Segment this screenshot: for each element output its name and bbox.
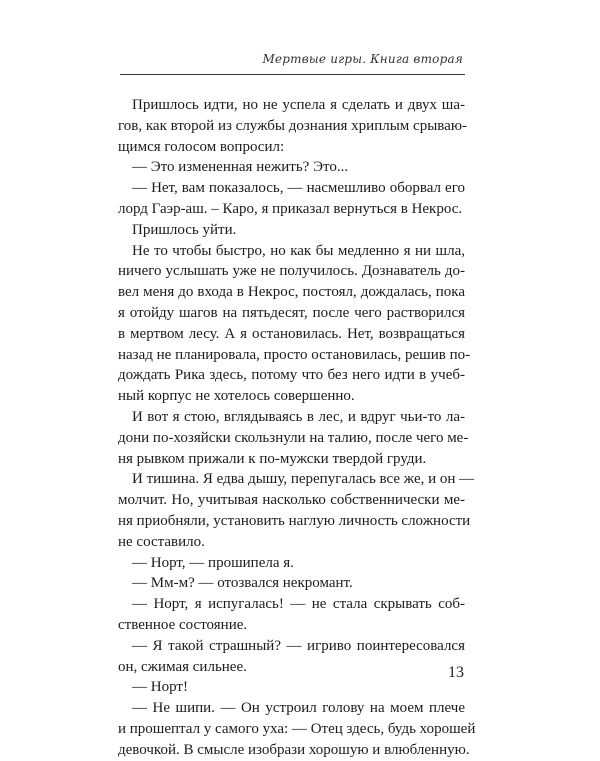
running-header (120, 52, 465, 75)
text-line: — Нет, вам показалось, — насмешливо оборвал его (132, 180, 465, 197)
paragraph (118, 469, 475, 552)
text-line: он, сжимая сильнее. (118, 658, 247, 675)
text-line: Не то чтобы быстро, но как бы медленно я ни шла, (132, 242, 465, 259)
text-line: гов, как второй из службы дознания хриплым срываю- (118, 117, 468, 134)
text-line: назад не планировала, просто остановилась, решив по- (118, 346, 471, 363)
text-line: дождать Рика здесь, потому что без него идти в учеб- (118, 367, 465, 384)
text-line: щимся голосом вопросил: (118, 138, 285, 155)
text-line: ственное состояние. (118, 616, 248, 633)
text-line: вел меня до входа в Некрос, постоял, дождалась, пока (118, 284, 465, 301)
paragraph (118, 407, 469, 469)
paragraph (118, 594, 465, 636)
text-line: — Это измененная нежить? Это... (132, 159, 349, 176)
text-line: — Я такой страшный? — игриво поинтересовался (132, 637, 465, 654)
paragraph (118, 178, 465, 220)
text-line: я отойду шагов на пятьдесят, после чего растворился (118, 304, 465, 321)
text-line: ня рывком прижали к по-мужски твердой груди. (118, 450, 427, 467)
paragraph (118, 95, 468, 157)
text-line: девочкой. В смысле изобрази хорошую и влюбленную. (118, 741, 470, 758)
text-line: — Мм-м? — отозвался некромант. (132, 575, 353, 592)
text-line: — Не шипи. — Он устроил голову на моем плече (132, 700, 465, 717)
text-line: не составило. (118, 533, 205, 550)
text-line: И тишина. Я едва дышу, перепугалась все же, и он — (132, 471, 475, 488)
text-line: молчит. Но, учитывая насколько собственнически ме- (118, 492, 465, 509)
paragraph (118, 573, 465, 594)
text-line: Пришлось уйти. (132, 221, 237, 238)
text-line: — Норт, я испугалась! — не стала скрывать соб- (132, 596, 465, 613)
text-line: ничего услышать уже не получилось. Дознаватель до- (118, 263, 465, 280)
text-line: дони по-хозяйски скользнули на талию, после чего ме- (118, 429, 469, 446)
text-line: в мертвом лесу. А я остановилась. Нет, возвращаться (118, 325, 465, 342)
paragraph (118, 241, 471, 407)
paragraph (118, 636, 465, 678)
paragraph (118, 220, 465, 241)
text-line: ня приобняли, установить наглую личность сложности (118, 512, 471, 529)
text-line: и прошептал у самого уха: — Отец здесь, будь хорошей (118, 720, 476, 737)
paragraph (118, 698, 476, 760)
text-line: Пришлось идти, но не успела я сделать и двух ша- (132, 97, 465, 113)
text-line: — Норт! (132, 679, 188, 696)
paragraph (118, 677, 465, 698)
text-line: ный корпус не хотелось совершенно. (118, 388, 355, 405)
body-text (118, 95, 476, 761)
paragraph (118, 553, 465, 574)
text-line: — Норт, — прошипела я. (132, 554, 294, 571)
text-line: И вот я стою, вглядываясь в лес, и вдруг чьи-то ла- (132, 408, 465, 425)
paragraph (118, 157, 465, 178)
page-number: 13 (448, 664, 464, 681)
text-line: лорд Гаэр-аш. – Каро, я приказал вернуться в Некрос. (118, 200, 463, 217)
running-title: Мертвые игры. Книга вторая (262, 52, 463, 66)
